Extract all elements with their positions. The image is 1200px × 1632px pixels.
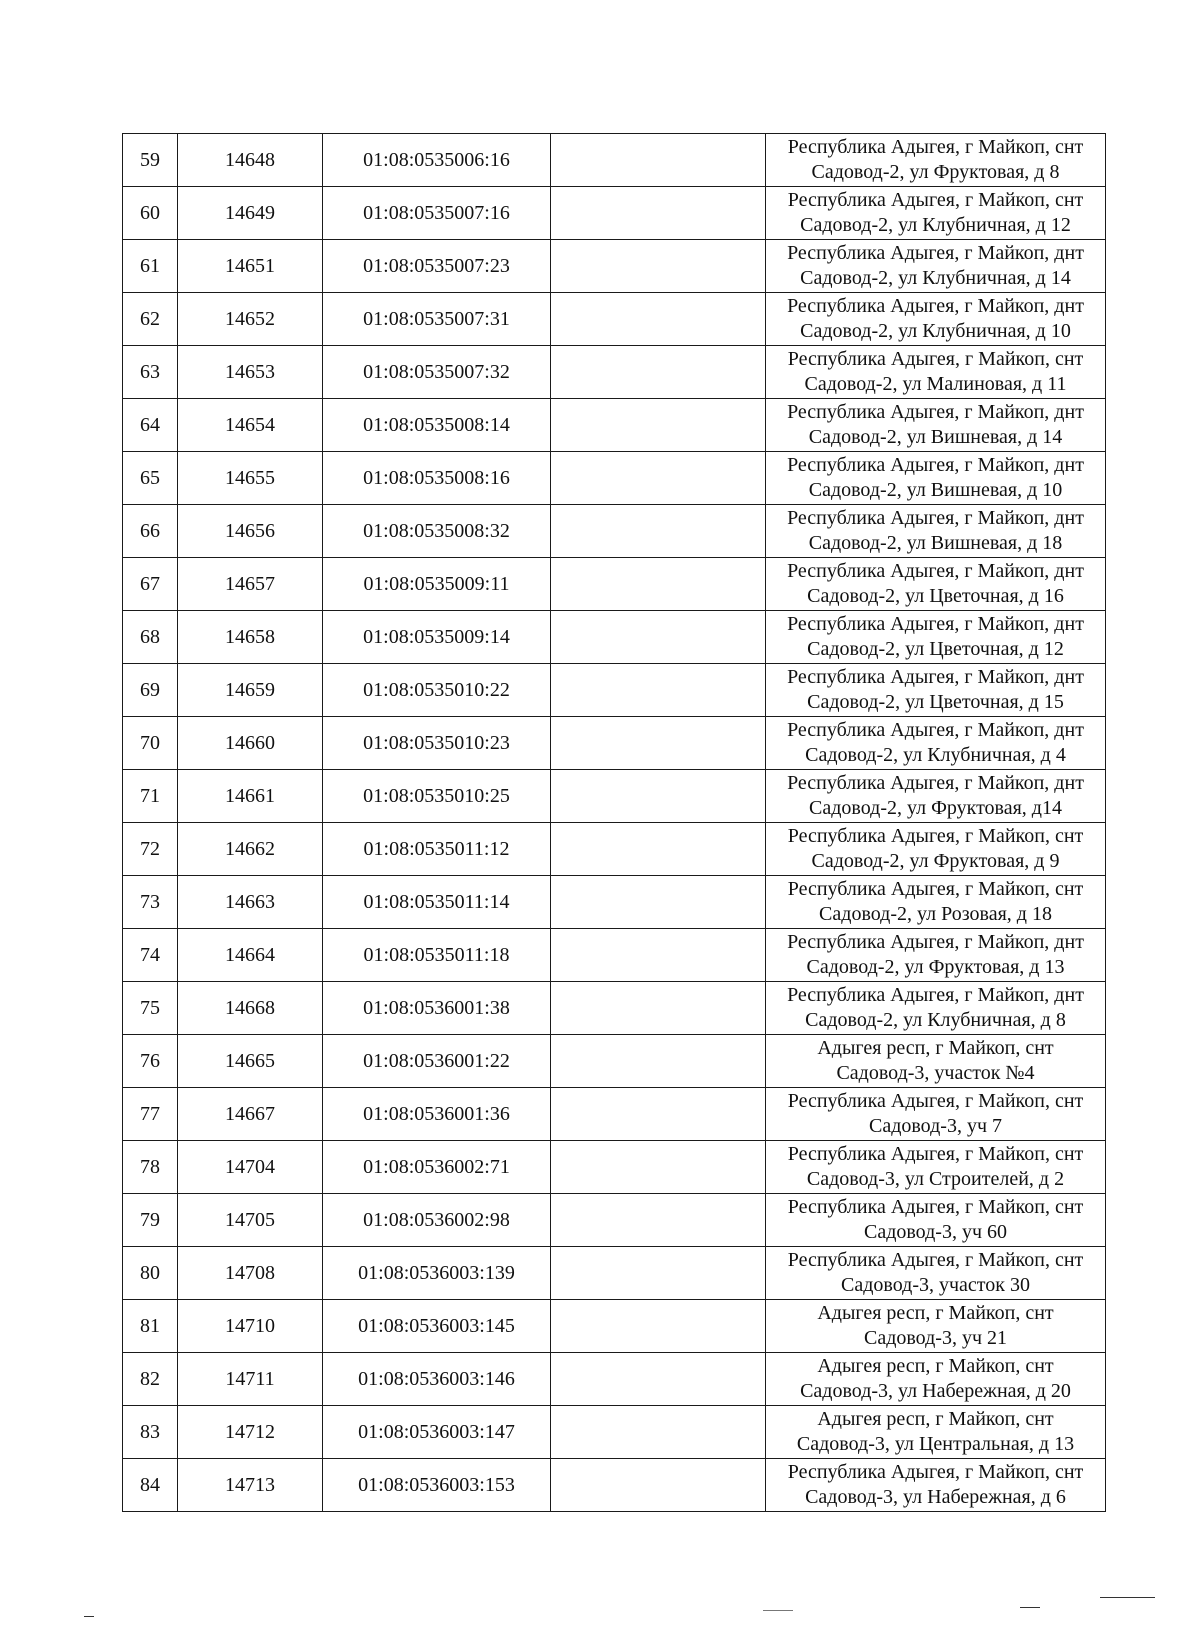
address-line-2: Садовод-3, ул Набережная, д 20 bbox=[800, 1380, 1071, 1402]
row-number-cell: 63 bbox=[123, 346, 178, 399]
address-line-2: Садовод-2, ул Вишневая, д 18 bbox=[808, 532, 1063, 554]
empty-cell bbox=[551, 558, 766, 611]
table-row bbox=[123, 1300, 1106, 1353]
table-row bbox=[123, 293, 1106, 346]
empty-cell bbox=[551, 134, 766, 187]
address-line-1: Адыгея респ, г Майкоп, снт bbox=[817, 1408, 1054, 1430]
address-cell bbox=[766, 664, 1106, 717]
address-line-1: Республика Адыгея, г Майкоп, снт bbox=[787, 1249, 1084, 1271]
object-id-cell: 14664 bbox=[178, 929, 323, 982]
table-row bbox=[123, 134, 1106, 187]
table-row bbox=[123, 558, 1106, 611]
address-line-2: Садовод-2, ул Фруктовая, д 13 bbox=[806, 956, 1065, 978]
table-row bbox=[123, 187, 1106, 240]
table-row bbox=[123, 1247, 1106, 1300]
empty-cell bbox=[551, 1088, 766, 1141]
cadastral-number-cell: 01:08:0535007:31 bbox=[323, 293, 551, 346]
row-number-cell: 78 bbox=[123, 1141, 178, 1194]
address-cell bbox=[766, 1353, 1106, 1406]
address-line-2: Садовод-3, ул Набережная, д 6 bbox=[805, 1486, 1066, 1508]
row-number-cell: 68 bbox=[123, 611, 178, 664]
object-id-cell: 14648 bbox=[178, 134, 323, 187]
table-row bbox=[123, 452, 1106, 505]
object-id-cell: 14659 bbox=[178, 664, 323, 717]
address-cell bbox=[766, 452, 1106, 505]
address-line-2: Садовод-2, ул Клубничная, д 14 bbox=[800, 267, 1071, 289]
address-cell bbox=[766, 1459, 1106, 1512]
cadastral-number-cell: 01:08:0535006:16 bbox=[323, 134, 551, 187]
address-cell bbox=[766, 558, 1106, 611]
cadastral-number-cell: 01:08:0535009:11 bbox=[323, 558, 551, 611]
address-cell bbox=[766, 134, 1106, 187]
cadastral-number-cell: 01:08:0535007:32 bbox=[323, 346, 551, 399]
address-cell bbox=[766, 187, 1106, 240]
empty-cell bbox=[551, 823, 766, 876]
address-line-2: Садовод-2, ул Фруктовая, д 8 bbox=[811, 161, 1060, 183]
address-line-2: Садовод-3, уч 21 bbox=[863, 1327, 1008, 1349]
object-id-cell: 14652 bbox=[178, 293, 323, 346]
address-cell bbox=[766, 770, 1106, 823]
cadastral-number-cell: 01:08:0535011:12 bbox=[323, 823, 551, 876]
address-cell bbox=[766, 876, 1106, 929]
address-line-1: Республика Адыгея, г Майкоп, снт bbox=[787, 1461, 1084, 1483]
row-number-cell: 76 bbox=[123, 1035, 178, 1088]
address-cell bbox=[766, 982, 1106, 1035]
row-number-cell: 65 bbox=[123, 452, 178, 505]
cadastral-number-cell: 01:08:0536003:145 bbox=[323, 1300, 551, 1353]
address-line-1: Республика Адыгея, г Майкоп, днт bbox=[787, 454, 1084, 476]
row-number-cell: 61 bbox=[123, 240, 178, 293]
row-number-cell: 82 bbox=[123, 1353, 178, 1406]
address-line-1: Республика Адыгея, г Майкоп, снт bbox=[787, 136, 1084, 158]
empty-cell bbox=[551, 1406, 766, 1459]
table-row bbox=[123, 1353, 1106, 1406]
cadastral-number-cell: 01:08:0536001:38 bbox=[323, 982, 551, 1035]
row-number-cell: 67 bbox=[123, 558, 178, 611]
address-line-1: Республика Адыгея, г Майкоп, днт bbox=[787, 719, 1084, 741]
object-id-cell: 14655 bbox=[178, 452, 323, 505]
row-number-cell: 72 bbox=[123, 823, 178, 876]
cadastral-number-cell: 01:08:0535008:16 bbox=[323, 452, 551, 505]
cadastral-number-cell: 01:08:0535010:23 bbox=[323, 717, 551, 770]
address-line-2: Садовод-2, ул Клубничная, д 10 bbox=[800, 320, 1071, 342]
row-number-cell: 77 bbox=[123, 1088, 178, 1141]
address-line-1: Республика Адыгея, г Майкоп, днт bbox=[787, 613, 1084, 635]
row-number-cell: 64 bbox=[123, 399, 178, 452]
row-number-cell: 75 bbox=[123, 982, 178, 1035]
empty-cell bbox=[551, 664, 766, 717]
table-row bbox=[123, 346, 1106, 399]
table-row bbox=[123, 505, 1106, 558]
cadastral-number-cell: 01:08:0535011:18 bbox=[323, 929, 551, 982]
address-line-2: Садовод-2, ул Вишневая, д 14 bbox=[808, 426, 1063, 448]
address-line-1: Республика Адыгея, г Майкоп, снт bbox=[787, 189, 1084, 211]
empty-cell bbox=[551, 1353, 766, 1406]
empty-cell bbox=[551, 1194, 766, 1247]
empty-cell bbox=[551, 1141, 766, 1194]
address-line-2: Садовод-2, ул Цветочная, д 12 bbox=[807, 638, 1064, 660]
row-number-cell: 70 bbox=[123, 717, 178, 770]
table-row bbox=[123, 611, 1106, 664]
address-cell bbox=[766, 717, 1106, 770]
row-number-cell: 80 bbox=[123, 1247, 178, 1300]
table-row bbox=[123, 823, 1106, 876]
address-cell bbox=[766, 1035, 1106, 1088]
row-number-cell: 62 bbox=[123, 293, 178, 346]
empty-cell bbox=[551, 717, 766, 770]
address-cell bbox=[766, 346, 1106, 399]
address-line-2: Садовод-2, ул Малиновая, д 11 bbox=[804, 373, 1067, 395]
address-line-2: Садовод-2, ул Фруктовая, д14 bbox=[809, 797, 1062, 819]
address-line-1: Республика Адыгея, г Майкоп, днт bbox=[787, 295, 1084, 317]
cadastral-number-cell: 01:08:0536001:36 bbox=[323, 1088, 551, 1141]
cadastral-number-cell: 01:08:0536001:22 bbox=[323, 1035, 551, 1088]
object-id-cell: 14658 bbox=[178, 611, 323, 664]
object-id-cell: 14665 bbox=[178, 1035, 323, 1088]
object-id-cell: 14649 bbox=[178, 187, 323, 240]
table-row bbox=[123, 1194, 1106, 1247]
object-id-cell: 14668 bbox=[178, 982, 323, 1035]
address-line-2: Садовод-2, ул Вишневая, д 10 bbox=[808, 479, 1063, 501]
address-line-2: Садовод-2, ул Цветочная, д 16 bbox=[807, 585, 1064, 607]
empty-cell bbox=[551, 452, 766, 505]
address-line-1: Республика Адыгея, г Майкоп, днт bbox=[787, 560, 1084, 582]
table-row bbox=[123, 770, 1106, 823]
address-line-2: Садовод-2, ул Фруктовая, д 9 bbox=[811, 850, 1060, 872]
address-line-2: Садовод-3, уч 60 bbox=[863, 1221, 1008, 1243]
empty-cell bbox=[551, 982, 766, 1035]
object-id-cell: 14711 bbox=[178, 1353, 323, 1406]
row-number-cell: 74 bbox=[123, 929, 178, 982]
address-line-1: Республика Адыгея, г Майкоп, днт bbox=[787, 242, 1084, 264]
address-line-2: Садовод-2, ул Клубничная, д 4 bbox=[805, 744, 1066, 766]
object-id-cell: 14705 bbox=[178, 1194, 323, 1247]
address-line-1: Республика Адыгея, г Майкоп, днт bbox=[787, 401, 1084, 423]
address-cell bbox=[766, 1300, 1106, 1353]
empty-cell bbox=[551, 1035, 766, 1088]
address-line-2: Садовод-3, ул Центральная, д 13 bbox=[796, 1433, 1075, 1455]
row-number-cell: 73 bbox=[123, 876, 178, 929]
table-row bbox=[123, 1088, 1106, 1141]
scan-mark bbox=[1100, 1597, 1155, 1598]
row-number-cell: 83 bbox=[123, 1406, 178, 1459]
empty-cell bbox=[551, 187, 766, 240]
address-line-1: Республика Адыгея, г Майкоп, снт bbox=[787, 348, 1084, 370]
address-line-1: Республика Адыгея, г Майкоп, днт bbox=[787, 772, 1084, 794]
cadastral-number-cell: 01:08:0535008:32 bbox=[323, 505, 551, 558]
empty-cell bbox=[551, 1300, 766, 1353]
address-cell bbox=[766, 1088, 1106, 1141]
empty-cell bbox=[551, 293, 766, 346]
empty-cell bbox=[551, 1247, 766, 1300]
empty-cell bbox=[551, 1459, 766, 1512]
address-line-2: Садовод-3, ул Строителей, д 2 bbox=[806, 1168, 1065, 1190]
table-row bbox=[123, 664, 1106, 717]
object-id-cell: 14653 bbox=[178, 346, 323, 399]
address-line-2: Садовод-3, участок №4 bbox=[836, 1062, 1035, 1084]
table-row bbox=[123, 240, 1106, 293]
address-cell bbox=[766, 823, 1106, 876]
table-row bbox=[123, 876, 1106, 929]
object-id-cell: 14662 bbox=[178, 823, 323, 876]
empty-cell bbox=[551, 929, 766, 982]
address-line-1: Адыгея респ, г Майкоп, снт bbox=[817, 1355, 1054, 1377]
empty-cell bbox=[551, 611, 766, 664]
cadastral-number-cell: 01:08:0535010:25 bbox=[323, 770, 551, 823]
empty-cell bbox=[551, 399, 766, 452]
address-cell bbox=[766, 505, 1106, 558]
object-id-cell: 14667 bbox=[178, 1088, 323, 1141]
address-line-1: Республика Адыгея, г Майкоп, днт bbox=[787, 984, 1084, 1006]
address-line-1: Республика Адыгея, г Майкоп, днт bbox=[787, 931, 1084, 953]
address-cell bbox=[766, 1247, 1106, 1300]
row-number-cell: 81 bbox=[123, 1300, 178, 1353]
address-cell bbox=[766, 240, 1106, 293]
object-id-cell: 14663 bbox=[178, 876, 323, 929]
object-id-cell: 14661 bbox=[178, 770, 323, 823]
address-line-1: Республика Адыгея, г Майкоп, днт bbox=[787, 666, 1084, 688]
cadastral-number-cell: 01:08:0536002:71 bbox=[323, 1141, 551, 1194]
object-id-cell: 14712 bbox=[178, 1406, 323, 1459]
object-id-cell: 14708 bbox=[178, 1247, 323, 1300]
empty-cell bbox=[551, 876, 766, 929]
table-row bbox=[123, 399, 1106, 452]
address-line-2: Садовод-3, участок 30 bbox=[841, 1274, 1030, 1296]
land-plot-registry-table bbox=[122, 133, 1106, 1512]
row-number-cell: 79 bbox=[123, 1194, 178, 1247]
table-row bbox=[123, 1035, 1106, 1088]
address-line-1: Адыгея респ, г Майкоп, снт bbox=[817, 1302, 1054, 1324]
empty-cell bbox=[551, 505, 766, 558]
address-line-1: Адыгея респ, г Майкоп, снт bbox=[817, 1037, 1054, 1059]
address-line-1: Республика Адыгея, г Майкоп, снт bbox=[787, 825, 1084, 847]
scan-mark bbox=[1020, 1607, 1040, 1608]
address-line-2: Садовод-3, уч 7 bbox=[868, 1115, 1003, 1137]
address-cell bbox=[766, 611, 1106, 664]
object-id-cell: 14704 bbox=[178, 1141, 323, 1194]
object-id-cell: 14651 bbox=[178, 240, 323, 293]
address-line-1: Республика Адыгея, г Майкоп, снт bbox=[787, 1090, 1084, 1112]
cadastral-number-cell: 01:08:0535010:22 bbox=[323, 664, 551, 717]
cadastral-number-cell: 01:08:0535008:14 bbox=[323, 399, 551, 452]
cadastral-number-cell: 01:08:0535007:16 bbox=[323, 187, 551, 240]
object-id-cell: 14656 bbox=[178, 505, 323, 558]
table-row bbox=[123, 1141, 1106, 1194]
address-line-1: Республика Адыгея, г Майкоп, днт bbox=[787, 507, 1084, 529]
address-line-2: Садовод-2, ул Клубничная, д 12 bbox=[800, 214, 1071, 236]
address-cell bbox=[766, 1406, 1106, 1459]
object-id-cell: 14660 bbox=[178, 717, 323, 770]
scan-mark bbox=[763, 1610, 793, 1611]
address-cell bbox=[766, 1194, 1106, 1247]
address-cell bbox=[766, 1141, 1106, 1194]
address-line-2: Садовод-2, ул Клубничная, д 8 bbox=[805, 1009, 1066, 1031]
object-id-cell: 14654 bbox=[178, 399, 323, 452]
table-row bbox=[123, 717, 1106, 770]
address-line-1: Республика Адыгея, г Майкоп, снт bbox=[787, 1196, 1084, 1218]
cadastral-number-cell: 01:08:0536003:146 bbox=[323, 1353, 551, 1406]
row-number-cell: 66 bbox=[123, 505, 178, 558]
address-line-1: Республика Адыгея, г Майкоп, снт bbox=[787, 1143, 1084, 1165]
table-body bbox=[123, 134, 1106, 1512]
cadastral-number-cell: 01:08:0536003:153 bbox=[323, 1459, 551, 1512]
address-line-2: Садовод-2, ул Цветочная, д 15 bbox=[807, 691, 1064, 713]
table-row bbox=[123, 1406, 1106, 1459]
address-line-2: Садовод-2, ул Розовая, д 18 bbox=[819, 903, 1052, 925]
address-cell bbox=[766, 399, 1106, 452]
table-row bbox=[123, 929, 1106, 982]
object-id-cell: 14657 bbox=[178, 558, 323, 611]
row-number-cell: 69 bbox=[123, 664, 178, 717]
address-cell bbox=[766, 929, 1106, 982]
table-row bbox=[123, 982, 1106, 1035]
empty-cell bbox=[551, 240, 766, 293]
address-line-1: Республика Адыгея, г Майкоп, снт bbox=[787, 878, 1084, 900]
row-number-cell: 84 bbox=[123, 1459, 178, 1512]
cadastral-number-cell: 01:08:0535009:14 bbox=[323, 611, 551, 664]
row-number-cell: 60 bbox=[123, 187, 178, 240]
address-cell bbox=[766, 293, 1106, 346]
row-number-cell: 71 bbox=[123, 770, 178, 823]
cadastral-number-cell: 01:08:0536003:139 bbox=[323, 1247, 551, 1300]
scan-mark bbox=[84, 1616, 94, 1617]
cadastral-number-cell: 01:08:0536003:147 bbox=[323, 1406, 551, 1459]
row-number-cell: 59 bbox=[123, 134, 178, 187]
object-id-cell: 14710 bbox=[178, 1300, 323, 1353]
cadastral-number-cell: 01:08:0536002:98 bbox=[323, 1194, 551, 1247]
object-id-cell: 14713 bbox=[178, 1459, 323, 1512]
empty-cell bbox=[551, 770, 766, 823]
empty-cell bbox=[551, 346, 766, 399]
table-row bbox=[123, 1459, 1106, 1512]
cadastral-number-cell: 01:08:0535011:14 bbox=[323, 876, 551, 929]
cadastral-number-cell: 01:08:0535007:23 bbox=[323, 240, 551, 293]
